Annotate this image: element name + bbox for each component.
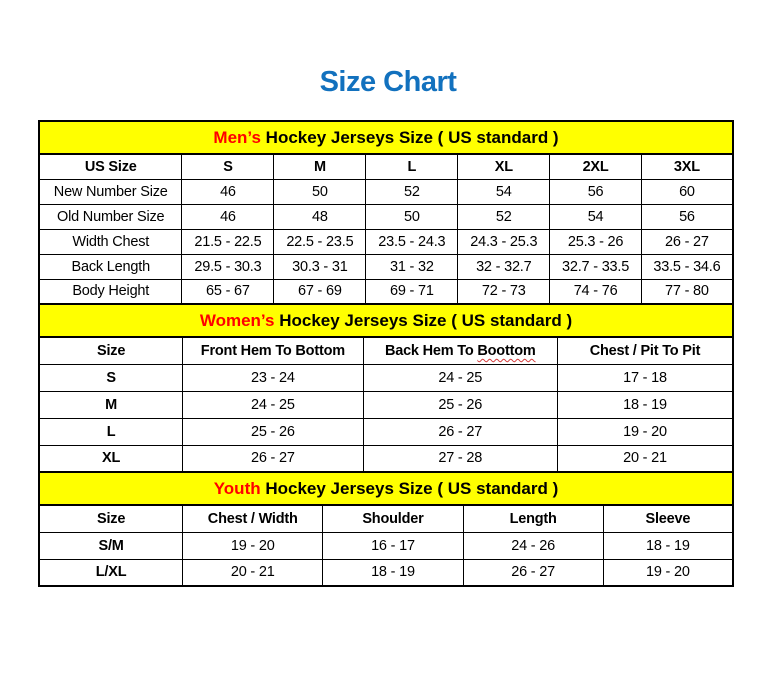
table-row xyxy=(39,229,733,254)
table-cell: 72 - 73 xyxy=(458,279,550,304)
table-row xyxy=(39,204,733,229)
table-cell: 20 - 21 xyxy=(183,559,323,586)
mens-size-table xyxy=(38,120,734,305)
womens-size-table xyxy=(38,303,734,473)
mens-header-row xyxy=(39,154,733,179)
table-cell: 31 - 32 xyxy=(366,254,458,279)
table-row xyxy=(39,179,733,204)
size-tables xyxy=(38,120,734,587)
table-cell: 25 - 26 xyxy=(363,391,557,418)
row-label: S xyxy=(39,364,183,391)
table-cell: 30.3 - 31 xyxy=(274,254,366,279)
column-header: Length xyxy=(463,505,603,532)
table-cell: 26 - 27 xyxy=(641,229,733,254)
table-cell: 46 xyxy=(182,179,274,204)
table-cell: 33.5 - 34.6 xyxy=(641,254,733,279)
column-header: S xyxy=(182,154,274,179)
table-row xyxy=(39,279,733,304)
row-label: L xyxy=(39,418,183,445)
column-header: Sleeve xyxy=(603,505,733,532)
table-cell: 19 - 20 xyxy=(183,532,323,559)
table-cell: 56 xyxy=(641,204,733,229)
row-label: Width Chest xyxy=(39,229,182,254)
row-label: Body Height xyxy=(39,279,182,304)
table-cell: 24 - 25 xyxy=(363,364,557,391)
row-label: S/M xyxy=(39,532,183,559)
table-cell: 54 xyxy=(458,179,550,204)
table-row xyxy=(39,445,733,472)
table-row xyxy=(39,532,733,559)
table-cell: 50 xyxy=(366,204,458,229)
table-cell: 19 - 20 xyxy=(557,418,733,445)
youth-banner-title: Youth Hockey Jerseys Size ( US standard ) xyxy=(39,472,733,505)
table-row xyxy=(39,559,733,586)
table-cell: 48 xyxy=(274,204,366,229)
misspelled-word: Boottom xyxy=(477,342,536,359)
table-cell: 17 - 18 xyxy=(557,364,733,391)
youth-banner-row xyxy=(39,472,733,505)
table-cell: 50 xyxy=(274,179,366,204)
table-row xyxy=(39,391,733,418)
table-cell: 24 - 25 xyxy=(183,391,363,418)
table-cell: 26 - 27 xyxy=(463,559,603,586)
row-label: XL xyxy=(39,445,183,472)
table-cell: 24 - 26 xyxy=(463,532,603,559)
column-header: Back Hem To Boottom xyxy=(363,337,557,364)
row-label: M xyxy=(39,391,183,418)
table-cell: 26 - 27 xyxy=(183,445,363,472)
column-header: Chest / Width xyxy=(183,505,323,532)
table-cell: 18 - 19 xyxy=(557,391,733,418)
womens-header-row xyxy=(39,337,733,364)
column-header: Size xyxy=(39,337,183,364)
table-cell: 69 - 71 xyxy=(366,279,458,304)
table-cell: 32.7 - 33.5 xyxy=(550,254,642,279)
mens-banner-row xyxy=(39,121,733,154)
column-header: Shoulder xyxy=(323,505,463,532)
column-header: L xyxy=(366,154,458,179)
womens-banner-title: Women’s Hockey Jerseys Size ( US standard ) xyxy=(39,304,733,337)
youth-size-table xyxy=(38,471,734,587)
page-title: Size Chart xyxy=(319,66,457,98)
row-label: Back Length xyxy=(39,254,182,279)
table-cell: 32 - 32.7 xyxy=(458,254,550,279)
table-cell: 21.5 - 22.5 xyxy=(182,229,274,254)
table-cell: 25 - 26 xyxy=(183,418,363,445)
table-cell: 52 xyxy=(366,179,458,204)
table-cell: 60 xyxy=(641,179,733,204)
row-label: L/XL xyxy=(39,559,183,586)
table-cell: 24.3 - 25.3 xyxy=(458,229,550,254)
column-header: M xyxy=(274,154,366,179)
table-cell: 74 - 76 xyxy=(550,279,642,304)
table-cell: 46 xyxy=(182,204,274,229)
column-header: XL xyxy=(458,154,550,179)
column-header: US Size xyxy=(39,154,182,179)
column-header: 3XL xyxy=(641,154,733,179)
mens-banner-title: Men’s Hockey Jerseys Size ( US standard ) xyxy=(39,121,733,154)
column-header: Size xyxy=(39,505,183,532)
womens-banner-row xyxy=(39,304,733,337)
table-cell: 23.5 - 24.3 xyxy=(366,229,458,254)
table-cell: 29.5 - 30.3 xyxy=(182,254,274,279)
table-cell: 18 - 19 xyxy=(323,559,463,586)
column-header: Chest / Pit To Pit xyxy=(557,337,733,364)
youth-header-row xyxy=(39,505,733,532)
table-cell: 65 - 67 xyxy=(182,279,274,304)
table-cell: 27 - 28 xyxy=(363,445,557,472)
column-header: Front Hem To Bottom xyxy=(183,337,363,364)
table-cell: 20 - 21 xyxy=(557,445,733,472)
banner-highlight-word: Women’s xyxy=(199,310,275,330)
banner-highlight-word: Youth xyxy=(213,478,261,498)
table-cell: 19 - 20 xyxy=(603,559,733,586)
row-label: Old Number Size xyxy=(39,204,182,229)
table-cell: 52 xyxy=(458,204,550,229)
table-cell: 77 - 80 xyxy=(641,279,733,304)
table-cell: 23 - 24 xyxy=(183,364,363,391)
table-row xyxy=(39,364,733,391)
table-cell: 22.5 - 23.5 xyxy=(274,229,366,254)
table-cell: 26 - 27 xyxy=(363,418,557,445)
row-label: New Number Size xyxy=(39,179,182,204)
column-header: 2XL xyxy=(550,154,642,179)
table-cell: 56 xyxy=(550,179,642,204)
table-cell: 54 xyxy=(550,204,642,229)
banner-highlight-word: Men’s xyxy=(213,127,261,147)
table-cell: 67 - 69 xyxy=(274,279,366,304)
table-cell: 25.3 - 26 xyxy=(550,229,642,254)
table-row xyxy=(39,418,733,445)
table-row xyxy=(39,254,733,279)
table-cell: 16 - 17 xyxy=(323,532,463,559)
table-cell: 18 - 19 xyxy=(603,532,733,559)
